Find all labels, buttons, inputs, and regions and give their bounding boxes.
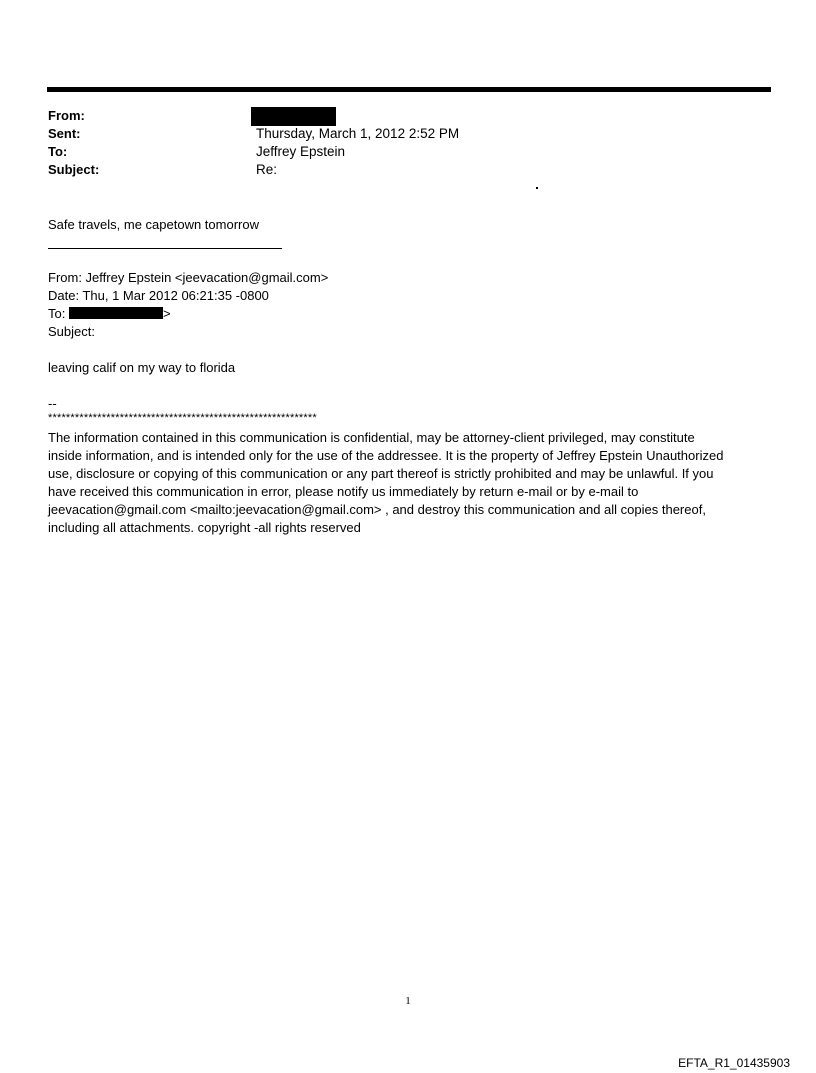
reply-body: Safe travels, me capetown tomorrow bbox=[48, 217, 259, 232]
sent-label: Sent: bbox=[48, 126, 81, 141]
stray-dot bbox=[536, 187, 538, 189]
to-value: Jeffrey Epstein bbox=[256, 144, 346, 159]
to-label: To: bbox=[48, 144, 68, 159]
redaction-from bbox=[251, 107, 336, 126]
confidentiality-disclaimer bbox=[48, 429, 770, 537]
signature-dashes: -- bbox=[48, 396, 57, 411]
subject-label: Subject: bbox=[48, 162, 100, 177]
disclaimer-line: inside information, and is intended only for the use of the addressee. It is the property of Jeffrey Epstein Unauthorized bbox=[48, 448, 724, 463]
quoted-body: leaving calif on my way to florida bbox=[48, 360, 236, 375]
redaction-to bbox=[69, 307, 163, 319]
quoted-from-line: From: Jeffrey Epstein <jeevacation@gmail.com> bbox=[48, 270, 329, 285]
reply-separator bbox=[48, 248, 282, 249]
page-number: 1 bbox=[405, 995, 411, 1007]
quoted-to-prefix: To: bbox=[48, 306, 69, 321]
asterisk-line: ************************************************************ bbox=[48, 412, 317, 424]
from-label: From: bbox=[48, 108, 85, 123]
disclaimer-line: jeevacation@gmail.com <mailto:jeevacation@gmail.com> , and destroy this communication and all copies thereof, bbox=[48, 502, 706, 517]
disclaimer-line: use, disclosure or copying of this communication or any part thereof is strictly prohibited and may be unlawful. If you bbox=[48, 466, 714, 481]
disclaimer-line: The information contained in this communication is confidential, may be attorney-client privileged, may constitute bbox=[48, 430, 695, 445]
disclaimer-line: including all attachments. copyright -all rights reserved bbox=[48, 520, 361, 535]
quoted-date-line: Date: Thu, 1 Mar 2012 06:21:35 -0800 bbox=[48, 288, 269, 303]
quoted-to-line bbox=[48, 305, 171, 323]
quoted-subject-line: Subject: bbox=[48, 324, 95, 339]
quoted-to-suffix: > bbox=[162, 306, 171, 321]
document-id: EFTA_R1_01435903 bbox=[678, 1056, 790, 1070]
sent-value: Thursday, March 1, 2012 2:52 PM bbox=[256, 126, 460, 141]
header-divider bbox=[47, 87, 771, 92]
subject-value: Re: bbox=[256, 162, 278, 177]
disclaimer-line: have received this communication in error, please notify us immediately by return e-mail or by e-mail to bbox=[48, 484, 639, 499]
